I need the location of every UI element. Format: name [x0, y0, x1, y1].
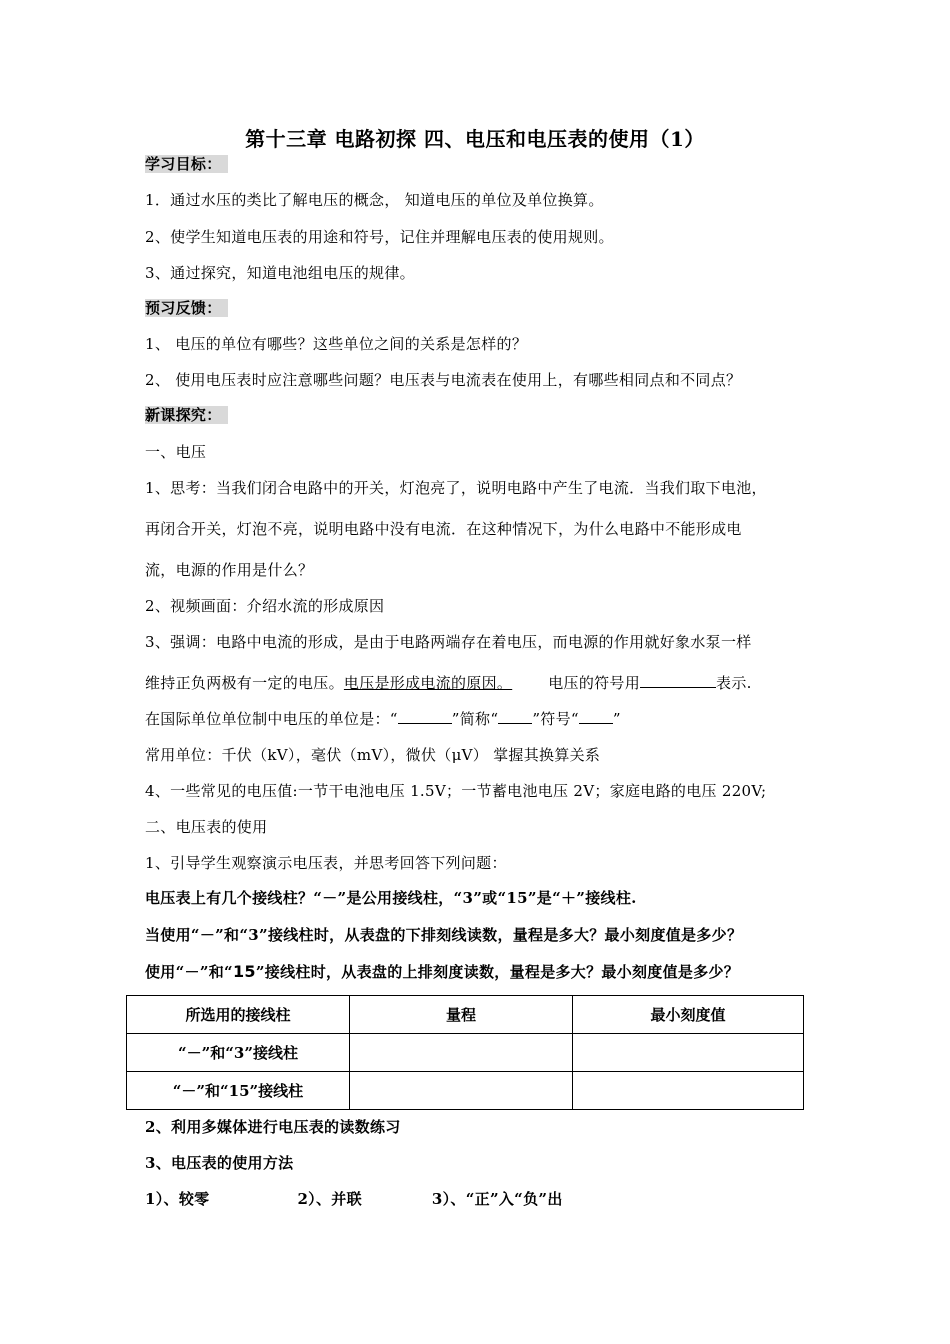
stress-line-1: 3、强调：电路中电流的形成，是由于电路两端存在着电压，而电源的作用就好象水泵一样	[145, 633, 752, 651]
step-parallel: 2）、并联	[297, 1190, 362, 1208]
table-cell-blank[interactable]	[350, 1072, 573, 1110]
table-header: 最小刻度值	[573, 996, 804, 1034]
table-cell-blank[interactable]	[573, 1072, 804, 1110]
table-cell-blank[interactable]	[350, 1034, 573, 1072]
method-line: 3、电压表的使用方法	[145, 1154, 294, 1172]
table-row	[127, 1034, 804, 1072]
section-preview: 预习反馈：	[145, 297, 228, 318]
objective-1: 1．通过水压的类比了解电压的概念， 知道电压的单位及单位换算。	[145, 191, 604, 209]
objective-3: 3、通过探究，知道电池组电压的规律。	[145, 264, 415, 282]
common-voltages-line: 4、一些常见的电压值:一节干电池电压 1.5V；一节蓄电池电压 2V；家庭电路的电压 220V;	[145, 782, 767, 800]
table-cell-blank[interactable]	[573, 1034, 804, 1072]
page-title: 第十三章 电路初探 四、电压和电压表的使用（1）	[245, 127, 705, 151]
preview-q2: 2、 使用电压表时应注意哪些问题？电压表与电流表在使用上，有哪些相同点和不同点？	[145, 371, 742, 389]
table-cell: “－”和“15”接线柱	[127, 1072, 350, 1110]
guide-line: 1、引导学生观察演示电压表，并思考回答下列问题：	[145, 854, 507, 872]
table-cell: “－”和“3”接线柱	[127, 1034, 350, 1072]
think-line-1: 1、思考：当我们闭合电路中的开关，灯泡亮了，说明电路中产生了电流．当我们取下电池，	[145, 479, 767, 497]
preview-q1: 1、 电压的单位有哪些？这些单位之间的关系是怎样的？	[145, 335, 528, 353]
blank-symbol[interactable]	[640, 673, 716, 688]
question-3-line: 当使用“－”和“3”接线柱时，从表盘的下排刻线读数，量程是多大？最小刻度值是多少？	[145, 926, 743, 944]
step-polarity: 3）、“正”入“负”出	[431, 1190, 563, 1208]
stress-line-2: 维持正负两极有一定的电压。电压是形成电流的原因。 电压的符号用 表示.	[145, 674, 752, 692]
table-header: 所选用的接线柱	[127, 996, 350, 1034]
posts-line: 电压表上有几个接线柱？“－”是公用接线柱，“3”或“15”是“＋”接线柱.	[145, 889, 637, 907]
range-table	[126, 995, 804, 1110]
objective-2: 2、使学生知道电压表的用途和符号，记住并理解电压表的使用规则。	[145, 228, 614, 246]
part1-heading: 一、电压	[145, 443, 207, 461]
common-units-line: 常用单位：千伏（kV），毫伏（mV），微伏（μV） 掌握其换算关系	[145, 746, 601, 764]
think-line-2: 再闭合开关，灯泡不亮，说明电路中没有电流．在这种情况下，为什么电路中不能形成电	[145, 520, 742, 538]
practice-line: 2、利用多媒体进行电压表的读数练习	[145, 1118, 401, 1136]
blank-unit-symbol[interactable]	[579, 709, 613, 724]
section-newlesson: 新课探究：	[145, 404, 228, 425]
table-header: 量程	[350, 996, 573, 1034]
section-objectives: 学习目标：	[145, 153, 228, 174]
si-unit-line: 在国际单位单位制中电压的单位是：“ ”简称“ ”符号“ ”	[145, 710, 621, 728]
key-sentence: 电压是形成电流的原因。	[343, 674, 513, 692]
part2-heading: 二、电压表的使用	[145, 818, 268, 836]
step-zero: 1）、较零	[145, 1190, 210, 1208]
blank-unit-name[interactable]	[398, 709, 452, 724]
table-header-row	[127, 996, 804, 1034]
blank-unit-short[interactable]	[498, 709, 532, 724]
question-15-line: 使用“－”和“15”接线柱时，从表盘的上排刻度读数，量程是多大？最小刻度值是多少？	[145, 962, 740, 981]
video-line: 2、视频画面：介绍水流的形成原因	[145, 597, 385, 615]
method-steps	[145, 1188, 563, 1209]
table-row	[127, 1072, 804, 1110]
think-line-3: 流，电源的作用是什么？	[145, 561, 314, 579]
